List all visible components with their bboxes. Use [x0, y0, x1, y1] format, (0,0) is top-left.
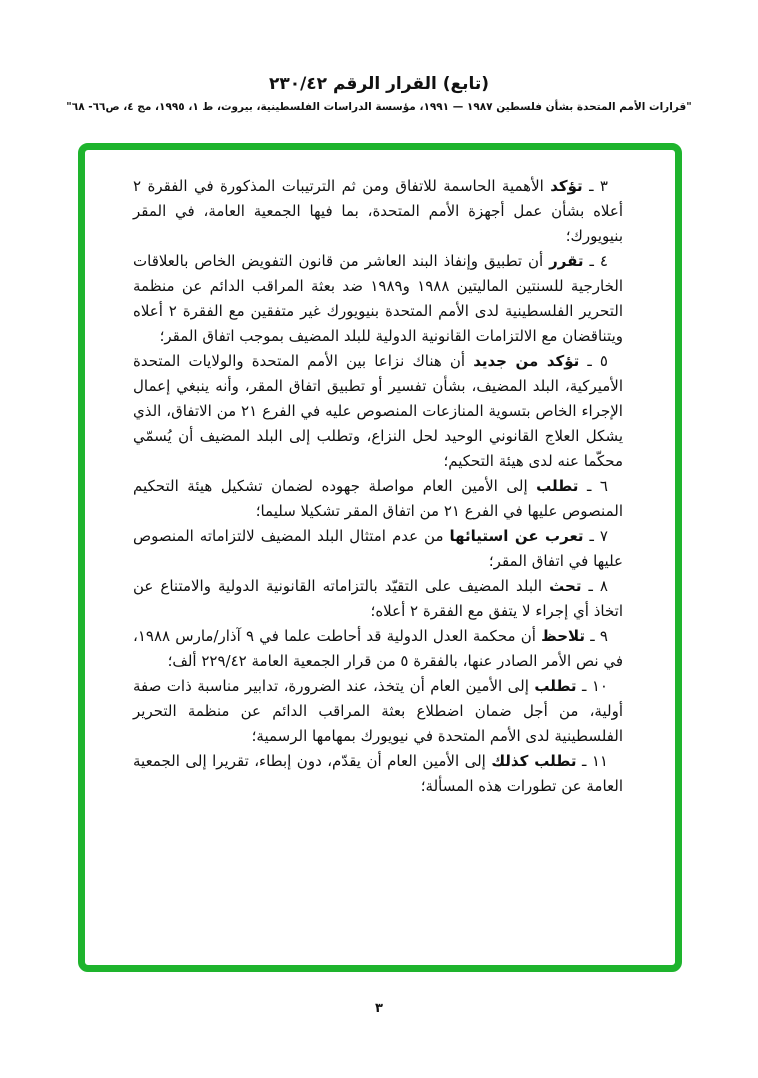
paragraph-number: ٦ ـ — [586, 477, 608, 495]
paragraph-body: من عدم امتثال البلد المضيف لالتزاماته المنصوص عليها في اتفاق المقر؛ — [133, 527, 623, 570]
paragraph-body: إلى الأمين العام أن يتخذ، عند الضرورة، تدابير مناسبة ذات صفة أولية، من أجل ضمان اضطلاع بعثة المراقب الدائم عن منظمة التحرير الفلسطينية لدى الأمم المتحدة في نيويورك بمهامها الرسمية؛ — [133, 677, 623, 745]
resolution-paragraph-5 — [133, 349, 623, 474]
paragraph-number: ١٠ ـ — [582, 677, 608, 695]
paragraph-lead: تلاحظ — [541, 627, 586, 645]
paragraph-body: أن محكمة العدل الدولية قد أحاطت علما في ٩ آذار/مارس ١٩٨٨، في نص الأمر الصادر عنها، بالفقرة ٥ من قرار الجمعية العامة ٢٢٩/٤٢ ألف؛ — [133, 627, 623, 670]
paragraph-lead: تؤكد — [550, 177, 583, 195]
resolution-text — [133, 174, 623, 799]
page-number: ٣ — [375, 1001, 383, 1016]
source-citation: "قرارات الأمم المتحدة بشأن فلسطين ١٩٨٧ — ١٩٩١، مؤسسة الدراسات الفلسطينية، بيروت، ط ١، ١٩٩٥، مج ٤، ص٦٦- ٦٨" — [66, 101, 692, 113]
resolution-paragraph-9 — [133, 624, 623, 674]
paragraph-lead: تؤكد من جديد — [473, 352, 580, 370]
paragraph-body: إلى الأمين العام مواصلة جهوده لضمان تشكيل هيئة التحكيم المنصوص عليها في الفرع ٢١ من اتفاق المقر تشكيلا سليما؛ — [133, 477, 623, 520]
paragraph-number: ٤ ـ — [589, 252, 608, 270]
resolution-paragraph-10 — [133, 674, 623, 749]
paragraph-lead: تطلب كذلك — [491, 752, 577, 770]
paragraph-number: ٣ ـ — [589, 177, 608, 195]
paragraph-number: ٨ ـ — [588, 577, 608, 595]
paragraph-lead: تطلب — [536, 477, 579, 495]
highlight-frame — [78, 143, 682, 972]
resolution-paragraph-6 — [133, 474, 623, 524]
paragraph-body: الأهمية الحاسمة للاتفاق ومن ثم الترتيبات المذكورة في الفقرة ٢ أعلاه بشأن عمل أجهزة الأمم المتحدة، بما فيها الجمعية العامة، في المقر بنيويورك؛ — [133, 177, 623, 245]
paragraph-lead: تحث — [549, 577, 582, 595]
paragraph-number: ٧ ـ — [589, 527, 608, 545]
paragraph-number: ٥ ـ — [587, 352, 608, 370]
paragraph-body: أن تطبيق وإنفاذ البند العاشر من قانون التفويض الخاص بالعلاقات الخارجية للسنتين الماليتين ١٩٨٨ و١٩٨٩ ضد بعثة المراقب الدائم عن منظمة التحرير الفلسطينية لدى الأمم المتحدة بنيويورك غير متفقين مع الفقرة ٢ أعلاه ويتناقضان مع الالتزامات القانونية الدولية للبلد المضيف بموجب اتفاق المقر؛ — [133, 252, 624, 345]
resolution-paragraph-3 — [133, 174, 623, 249]
resolution-paragraph-8 — [133, 574, 623, 624]
paragraph-body: أن هناك نزاعا بين الأمم المتحدة والولايات المتحدة الأميركية، البلد المضيف، بشأن تفسير أو تطبيق اتفاق المقر، وأنه ينبغي إعمال الإجراء الخاص بتسوية المنازعات المنصوص عليه في الفرع ٢١ من الاتفاق، الذي يشكل العلاج القانوني الوحيد لحل النزاع، وتطلب إلى البلد المضيف أن يُسمّي محكّما عنه لدى هيئة التحكيم؛ — [133, 352, 623, 470]
document-title: (تابع) القرار الرقم ٢٣٠/٤٢ — [268, 74, 490, 94]
paragraph-lead: تعرب عن استيائها — [449, 527, 584, 545]
paragraph-lead: تطلب — [534, 677, 577, 695]
paragraph-number: ٩ ـ — [590, 627, 608, 645]
paragraph-lead: تقرر — [549, 252, 584, 270]
resolution-paragraph-7 — [133, 524, 623, 574]
paragraph-body: إلى الأمين العام أن يقدّم، دون إبطاء، تقريرا إلى الجمعية العامة عن تطورات هذه المسألة؛ — [133, 752, 623, 795]
paragraph-body: البلد المضيف على التقيّد بالتزاماته القانونية الدولية والامتناع عن اتخاذ أي إجراء لا يتفق مع الفقرة ٢ أعلاه؛ — [133, 577, 623, 620]
resolution-paragraph-4 — [133, 249, 623, 349]
paragraph-number: ١١ ـ — [581, 752, 608, 770]
resolution-paragraph-11 — [133, 749, 623, 799]
